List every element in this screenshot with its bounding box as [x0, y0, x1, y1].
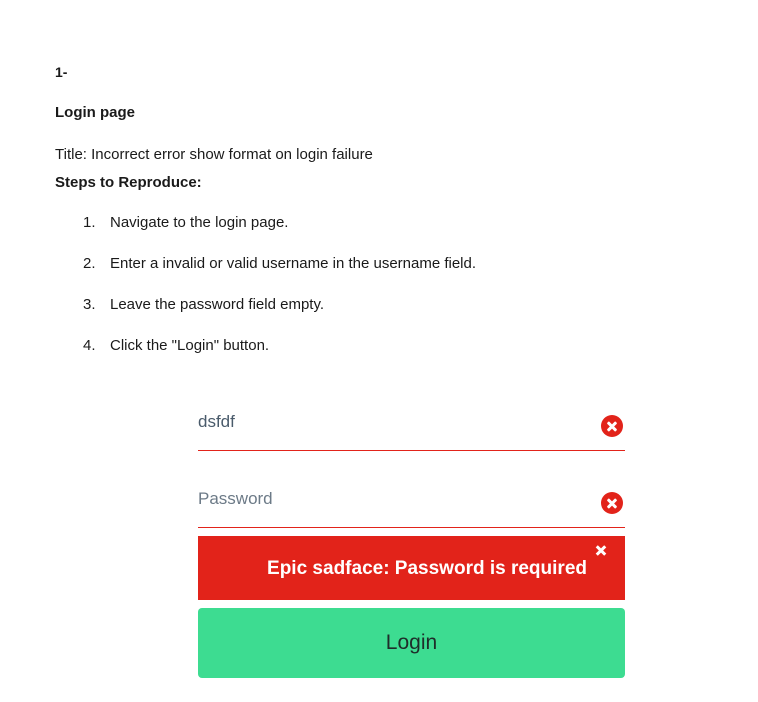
login-button[interactable]: Login — [198, 608, 625, 678]
step-number: 4. — [83, 337, 96, 354]
step-item — [83, 214, 476, 255]
close-icon[interactable] — [591, 541, 611, 561]
x-circle-icon — [601, 492, 623, 514]
step-item — [83, 255, 476, 296]
report-number: 1- — [55, 64, 68, 80]
username-input[interactable] — [198, 396, 578, 448]
section-title: Login page — [55, 104, 135, 121]
step-text: Navigate to the login page. — [110, 214, 289, 231]
step-text: Enter a invalid or valid username in the username field. — [110, 255, 477, 272]
bug-title: Title: Incorrect error show format on login failure — [55, 146, 373, 163]
step-item — [83, 337, 476, 378]
step-number: 2. — [83, 255, 96, 272]
step-number: 1. — [83, 214, 96, 231]
password-input[interactable] — [198, 473, 578, 525]
steps-list — [83, 214, 476, 378]
steps-heading: Steps to Reproduce: — [55, 174, 202, 191]
x-circle-icon — [601, 415, 623, 437]
login-form-screenshot — [198, 398, 625, 678]
step-text: Click the "Login" button. — [110, 337, 270, 354]
password-field-row — [198, 475, 625, 528]
error-banner — [198, 536, 625, 600]
step-text: Leave the password field empty. — [110, 296, 325, 313]
step-number: 3. — [83, 296, 96, 313]
error-message: Epic sadface: Password is required — [267, 558, 587, 579]
step-item — [83, 296, 476, 337]
username-field-row — [198, 398, 625, 451]
